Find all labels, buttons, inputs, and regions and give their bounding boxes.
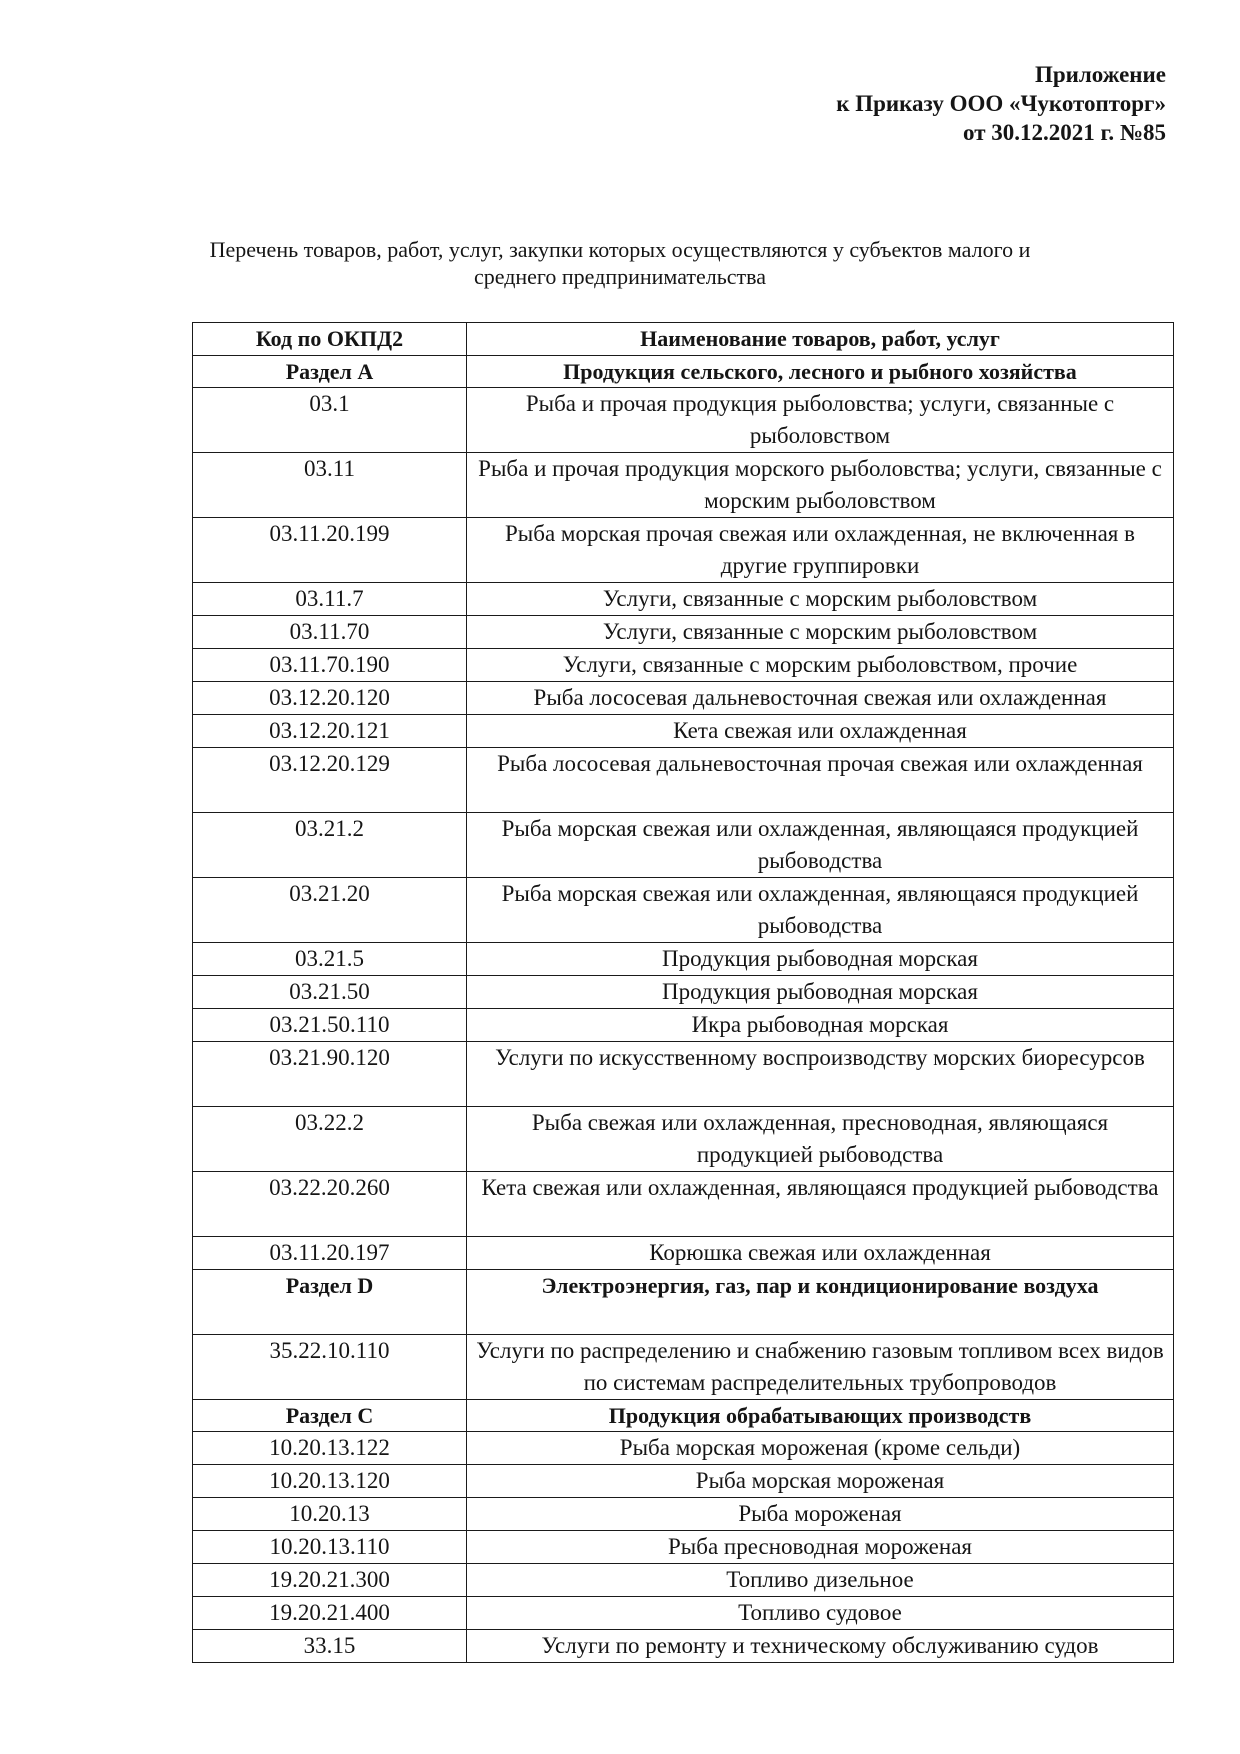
table-row [193, 1042, 1174, 1107]
name-cell: Рыба лососевая дальневосточная свежая или охлажденная [467, 682, 1174, 715]
section-row [193, 1400, 1174, 1432]
name-cell: Рыба морская прочая свежая или охлажденная, не включенная в другие группировки [467, 518, 1174, 583]
header-order-date: от 30.12.2021 г. №85 [963, 120, 1166, 145]
table-row [193, 715, 1174, 748]
name-cell: Корюшка свежая или охлажденная [467, 1237, 1174, 1270]
name-cell: Услуги, связанные с морским рыболовством, прочие [467, 649, 1174, 682]
name-cell: Рыба и прочая продукция морского рыболовства; услуги, связанные с морским рыболовством [467, 453, 1174, 518]
table-row [193, 1564, 1174, 1597]
table-row [193, 1432, 1174, 1465]
name-cell: Продукция рыбоводная морская [467, 976, 1174, 1009]
table-body [193, 356, 1174, 1663]
name-cell: Топливо судовое [467, 1597, 1174, 1630]
name-cell: Услуги по ремонту и техническому обслуживанию судов [467, 1630, 1174, 1663]
name-cell: Икра рыбоводная морская [467, 1009, 1174, 1042]
code-cell: 03.11.70 [193, 616, 467, 649]
okpd-table [192, 322, 1174, 1663]
name-cell: Рыба морская мороженая [467, 1465, 1174, 1498]
document-title: Перечень товаров, работ, услуг, закупки которых осуществляются у субъектов малого и среднего предпринимательства [209, 237, 1031, 289]
section-name-cell: Электроэнергия, газ, пар и кондиционирование воздуха [467, 1270, 1174, 1335]
code-cell: 03.1 [193, 388, 467, 453]
name-cell: Кета свежая или охлажденная [467, 715, 1174, 748]
name-cell: Рыба пресноводная мороженая [467, 1531, 1174, 1564]
code-cell: 10.20.13.110 [193, 1531, 467, 1564]
section-row [193, 356, 1174, 388]
table-row [193, 1597, 1174, 1630]
code-cell: 35.22.10.110 [193, 1335, 467, 1400]
code-cell: 03.11.7 [193, 583, 467, 616]
table-row [193, 813, 1174, 878]
table-row [193, 976, 1174, 1009]
code-cell: 03.11 [193, 453, 467, 518]
table-row [193, 518, 1174, 583]
name-cell: Услуги по распределению и снабжению газовым топливом всех видов по системам распределительных трубопроводов [467, 1335, 1174, 1400]
header-appendix: Приложение [1034, 62, 1166, 87]
code-cell: 03.12.20.129 [193, 748, 467, 813]
code-cell: 03.11.70.190 [193, 649, 467, 682]
section-code-cell: Раздел D [193, 1270, 467, 1335]
code-cell: 03.11.20.197 [193, 1237, 467, 1270]
name-cell: Рыба морская свежая или охлажденная, являющаяся продукцией рыбоводства [467, 878, 1174, 943]
table-row [193, 1009, 1174, 1042]
table-row [193, 388, 1174, 453]
code-cell: 03.21.50.110 [193, 1009, 467, 1042]
code-cell: 03.22.2 [193, 1107, 467, 1172]
table-row [193, 1335, 1174, 1400]
header-order-ref: к Приказу ООО «Чукотопторг» [836, 91, 1166, 116]
code-cell: 03.21.50 [193, 976, 467, 1009]
name-cell: Продукция рыбоводная морская [467, 943, 1174, 976]
table-row [193, 616, 1174, 649]
table-row [193, 748, 1174, 813]
name-cell: Услуги, связанные с морским рыболовством [467, 616, 1174, 649]
code-cell: 33.15 [193, 1630, 467, 1663]
name-cell: Топливо дизельное [467, 1564, 1174, 1597]
name-cell: Услуги, связанные с морским рыболовством [467, 583, 1174, 616]
table-row [193, 1465, 1174, 1498]
table-row [193, 1630, 1174, 1663]
table-row [193, 453, 1174, 518]
section-code-cell: Раздел А [193, 356, 467, 388]
code-cell: 19.20.21.400 [193, 1597, 467, 1630]
section-row [193, 1270, 1174, 1335]
code-cell: 03.21.5 [193, 943, 467, 976]
table-row [193, 878, 1174, 943]
name-cell: Услуги по искусственному воспроизводству морских биоресурсов [467, 1042, 1174, 1107]
name-cell: Рыба мороженая [467, 1498, 1174, 1531]
column-header-name: Наименование товаров, работ, услуг [467, 323, 1174, 356]
code-cell: 03.22.20.260 [193, 1172, 467, 1237]
section-name-cell: Продукция обрабатывающих производств [467, 1400, 1174, 1432]
code-cell: 10.20.13.120 [193, 1465, 467, 1498]
table-row [193, 1237, 1174, 1270]
name-cell: Рыба морская свежая или охлажденная, являющаяся продукцией рыбоводства [467, 813, 1174, 878]
table-row [193, 649, 1174, 682]
name-cell: Рыба свежая или охлажденная, пресноводная, являющаяся продукцией рыбоводства [467, 1107, 1174, 1172]
table-row [193, 943, 1174, 976]
table-row [193, 1172, 1174, 1237]
table-row [193, 583, 1174, 616]
code-cell: 10.20.13.122 [193, 1432, 467, 1465]
code-cell: 10.20.13 [193, 1498, 467, 1531]
table-row [193, 682, 1174, 715]
code-cell: 03.12.20.121 [193, 715, 467, 748]
name-cell: Рыба и прочая продукция рыболовства; услуги, связанные с рыболовством [467, 388, 1174, 453]
code-cell: 03.21.2 [193, 813, 467, 878]
table-row [193, 1107, 1174, 1172]
section-name-cell: Продукция сельского, лесного и рыбного хозяйства [467, 356, 1174, 388]
name-cell: Рыба морская мороженая (кроме сельди) [467, 1432, 1174, 1465]
code-cell: 03.21.20 [193, 878, 467, 943]
table-row [193, 1498, 1174, 1531]
table-header-row [193, 323, 1174, 356]
code-cell: 03.12.20.120 [193, 682, 467, 715]
column-header-code: Код по ОКПД2 [193, 323, 467, 356]
document-header [466, 60, 1166, 147]
code-cell: 03.21.90.120 [193, 1042, 467, 1107]
name-cell: Рыба лососевая дальневосточная прочая свежая или охлажденная [467, 748, 1174, 813]
section-code-cell: Раздел С [193, 1400, 467, 1432]
code-cell: 03.11.20.199 [193, 518, 467, 583]
table-row [193, 1531, 1174, 1564]
name-cell: Кета свежая или охлажденная, являющаяся продукцией рыбоводства [467, 1172, 1174, 1237]
code-cell: 19.20.21.300 [193, 1564, 467, 1597]
